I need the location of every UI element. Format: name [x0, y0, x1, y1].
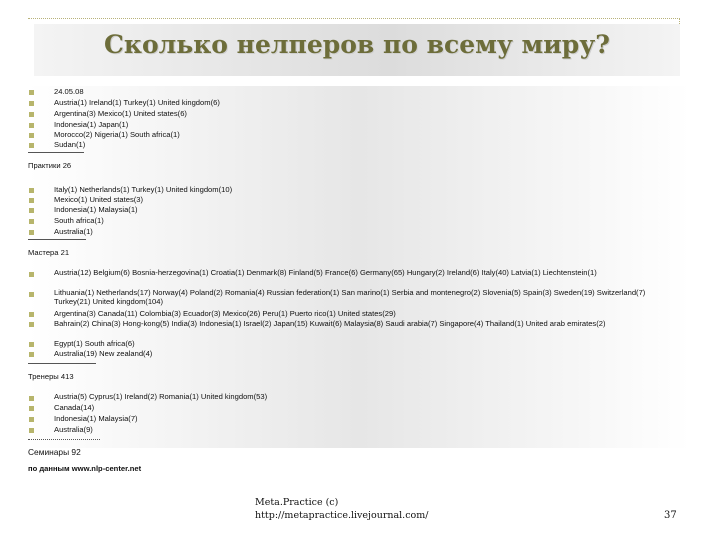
bullet-icon — [29, 396, 34, 401]
bullet-icon — [29, 123, 34, 128]
list-item: Australia(1) — [54, 227, 93, 236]
section-label: Мастера 21 — [28, 248, 70, 257]
page-number: 37 — [664, 510, 677, 521]
list-item: Egypt(1) South africa(6) — [54, 339, 135, 348]
list-item: Indonesia(1) Malaysia(7) — [54, 414, 138, 423]
bullet-icon — [29, 272, 34, 277]
list-item: Lithuania(1) Netherlands(17) Norway(4) Poland(2) Romania(4) Russian federation(1) San marino(1) Serbia and montenegro(2) Slovenia(5) Spain(3) Sweden(19) Switzerland(7) Turkey(21) United kingdom(104) — [54, 288, 646, 306]
list-item: 24.05.08 — [54, 87, 84, 96]
list-item: South africa(1) — [54, 216, 104, 225]
bullet-icon — [29, 133, 34, 138]
bullet-icon — [29, 352, 34, 357]
list-item: Austria(1) Ireland(1) Turkey(1) United kingdom(6) — [54, 98, 220, 107]
section-label: Тренеры 413 — [28, 372, 74, 381]
list-item: Austria(12) Belgium(6) Bosnia-herzegovina(1) Croatia(1) Denmark(8) Finland(5) France(6) Germany(65) Hungary(2) Ireland(6) Italy(40) Latvia(1) Liechtenstein(1) — [54, 268, 597, 277]
bullet-icon — [29, 342, 34, 347]
bullet-icon — [29, 198, 34, 203]
list-item: Italy(1) Netherlands(1) Turkey(1) United kingdom(10) — [54, 185, 233, 194]
slide-title: Сколько нелперов по всему миру? — [104, 30, 610, 59]
list-item: Sudan(1) — [54, 140, 86, 149]
bullet-icon — [29, 208, 34, 213]
list-item: Austria(5) Cyprus(1) Ireland(2) Romania(1) United kingdom(53) — [54, 392, 268, 401]
divider — [28, 363, 96, 364]
bullet-icon — [29, 292, 34, 297]
bullet-icon — [29, 143, 34, 148]
bullet-icon — [29, 428, 34, 433]
bullet-icon — [29, 322, 34, 327]
bullet-icon — [29, 219, 34, 224]
bullet-icon — [29, 406, 34, 411]
footer — [255, 496, 428, 522]
footer-copyright: Meta.Practice (c) — [255, 497, 339, 508]
list-item: Indonesia(1) Japan(1) — [54, 120, 129, 129]
list-item: Argentina(3) Canada(11) Colombia(3) Ecuador(3) Mexico(26) Peru(1) Puerto rico(1) United states(29) — [54, 309, 396, 318]
divider — [28, 152, 84, 153]
list-item: Morocco(2) Nigeria(1) South africa(1) — [54, 130, 180, 139]
bullet-icon — [29, 101, 34, 106]
bullet-icon — [29, 90, 34, 95]
list-item: Bahrain(2) China(3) Hong-kong(5) India(3) Indonesia(1) Israel(2) Japan(15) Kuwait(6) Malaysia(8) Saudi arabia(7) Singapore(4) Thailand(1) United arab emirates(2) — [54, 319, 606, 328]
bullet-icon — [29, 417, 34, 422]
source-note: по данным www.nlp-center.net — [28, 464, 142, 473]
section-label: Практики 26 — [28, 161, 72, 170]
bullet-icon — [29, 230, 34, 235]
list-item: Argentina(3) Mexico(1) United states(6) — [54, 109, 187, 118]
bullet-icon — [29, 188, 34, 193]
divider — [28, 239, 86, 240]
bullet-icon — [29, 112, 34, 117]
list-item: Indonesia(1) Malaysia(1) — [54, 205, 138, 214]
section-label: Семинары 92 — [28, 447, 81, 457]
list-item: Australia(19) New zealand(4) — [54, 349, 153, 358]
divider — [28, 439, 100, 440]
list-item: Canada(14) — [54, 403, 95, 412]
list-item: Australia(9) — [54, 425, 93, 434]
footer-url: http://metapractice.livejournal.com/ — [255, 510, 429, 521]
list-item: Mexico(1) United states(3) — [54, 195, 144, 204]
bullet-icon — [29, 312, 34, 317]
